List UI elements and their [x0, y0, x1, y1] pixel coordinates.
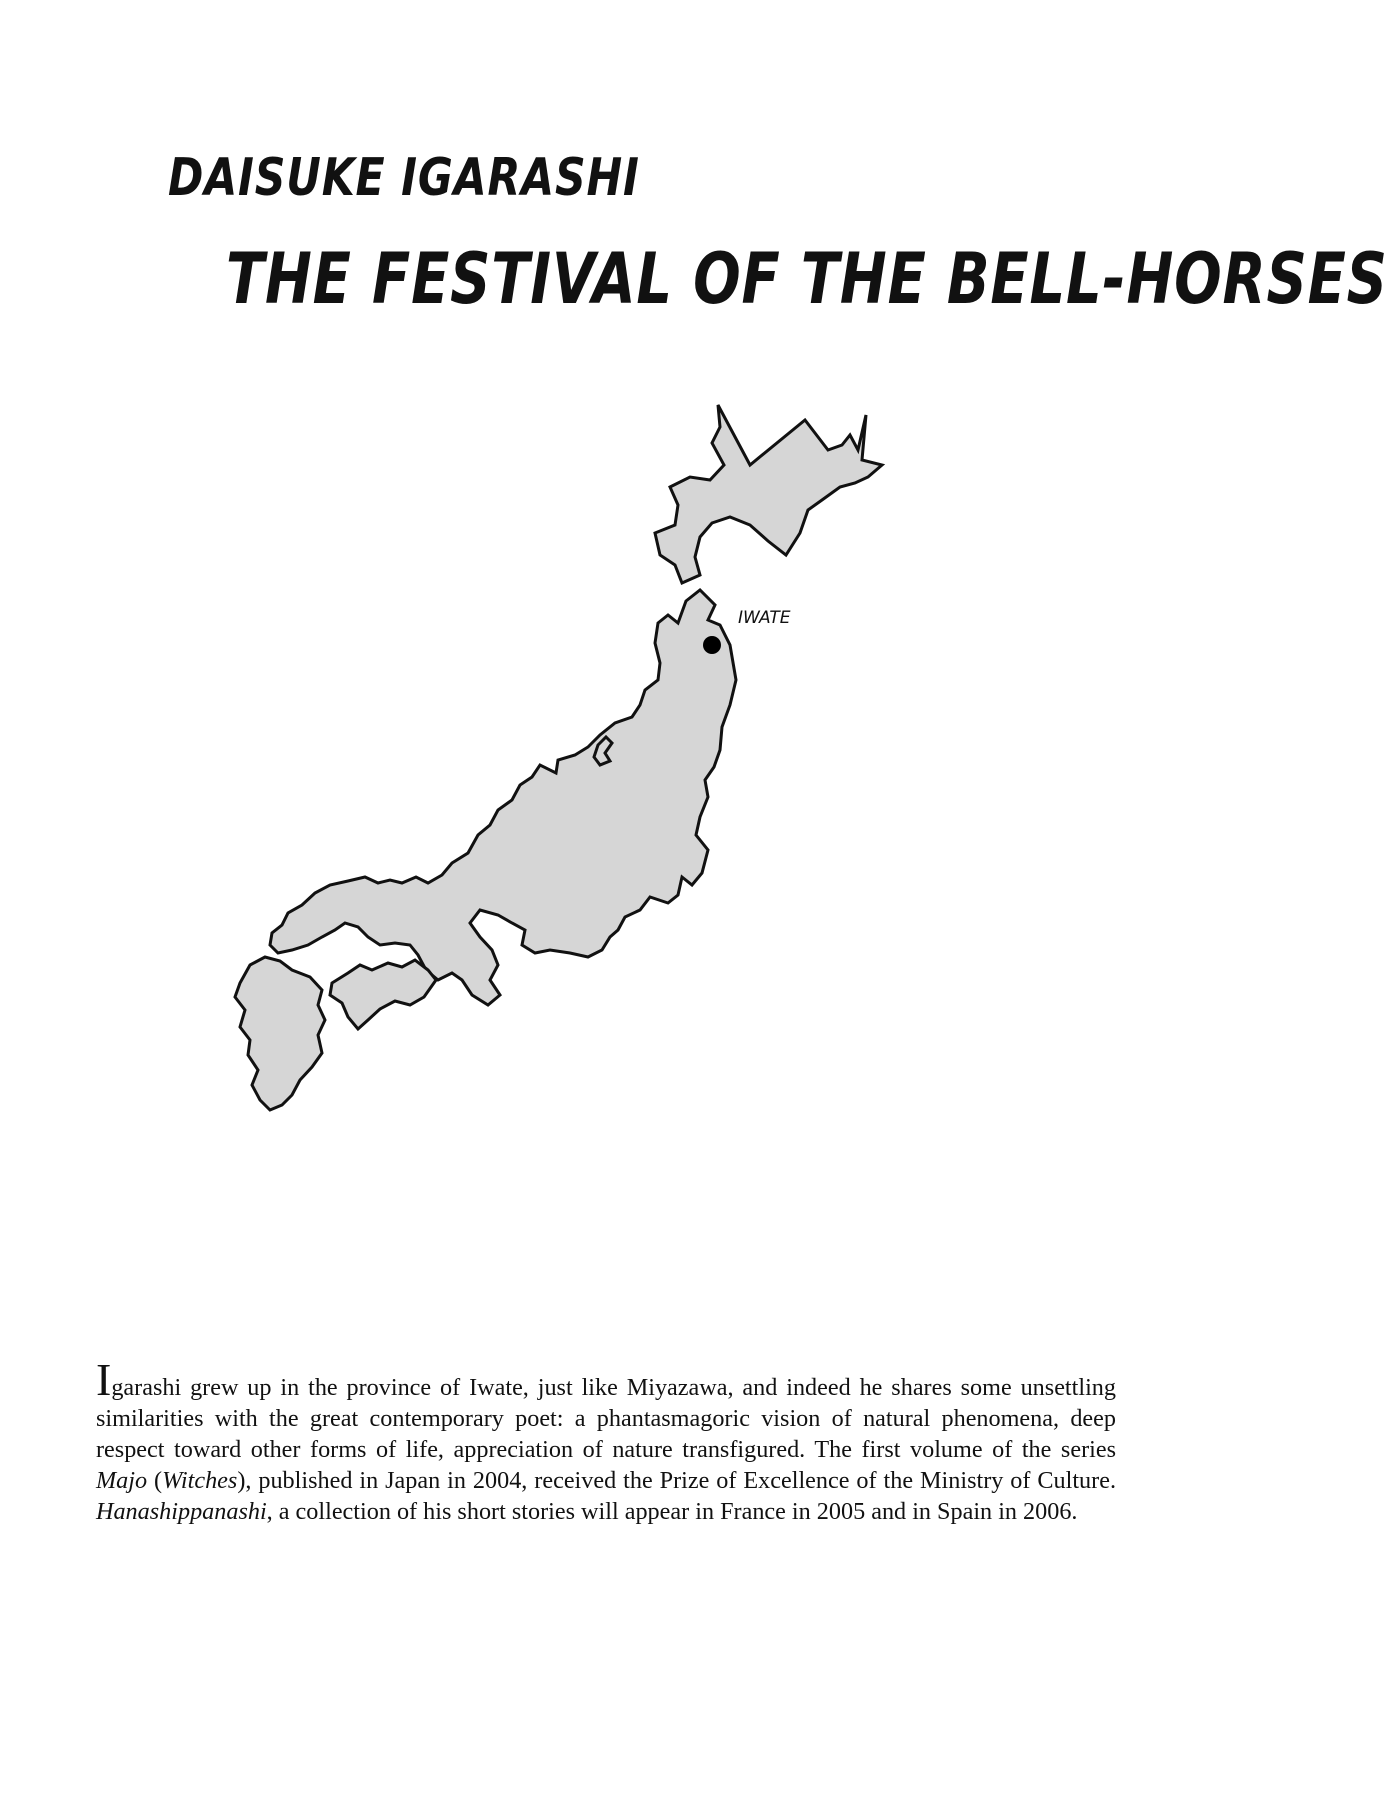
bio-text-1: garashi grew up in the province of Iwate, just like Miyazawa, and indeed he shares some unsettling similarities with the great contemporary poet: a phantasmagoric vision of natural phenomena, deep respect toward other forms of life, appreciation of nature transfigured. The first volume of the series [96, 1374, 1116, 1463]
bio-italic-hanashippanashi: Hanashippanashi [96, 1498, 267, 1525]
shikoku-island [330, 960, 436, 1029]
japan-map [230, 405, 1030, 1275]
story-title: THE FESTIVAL OF THE BELL-HORSES [226, 238, 1388, 320]
honshu-island [270, 590, 736, 1005]
bio-text-4: , a collection of his short stories will appear in France in 2005 and in Spain in 2006. [266, 1498, 1078, 1525]
bio-italic-majo: Majo [96, 1467, 148, 1494]
bio-text-3: ), published in Japan in 2004, received the Prize of Excellence of the Ministry of Culture. [237, 1467, 1116, 1494]
bio-text-2: ( [147, 1467, 163, 1494]
drop-cap: I [96, 1354, 112, 1405]
bio-italic-witches: Witches [162, 1467, 238, 1494]
iwate-label: IWATE [738, 608, 791, 628]
iwate-marker [703, 636, 721, 654]
author-name: DAISUKE IGARASHI [168, 148, 640, 208]
kyushu-island [235, 957, 325, 1110]
hokkaido-island [655, 405, 882, 583]
bio-paragraph [96, 1354, 1116, 1527]
